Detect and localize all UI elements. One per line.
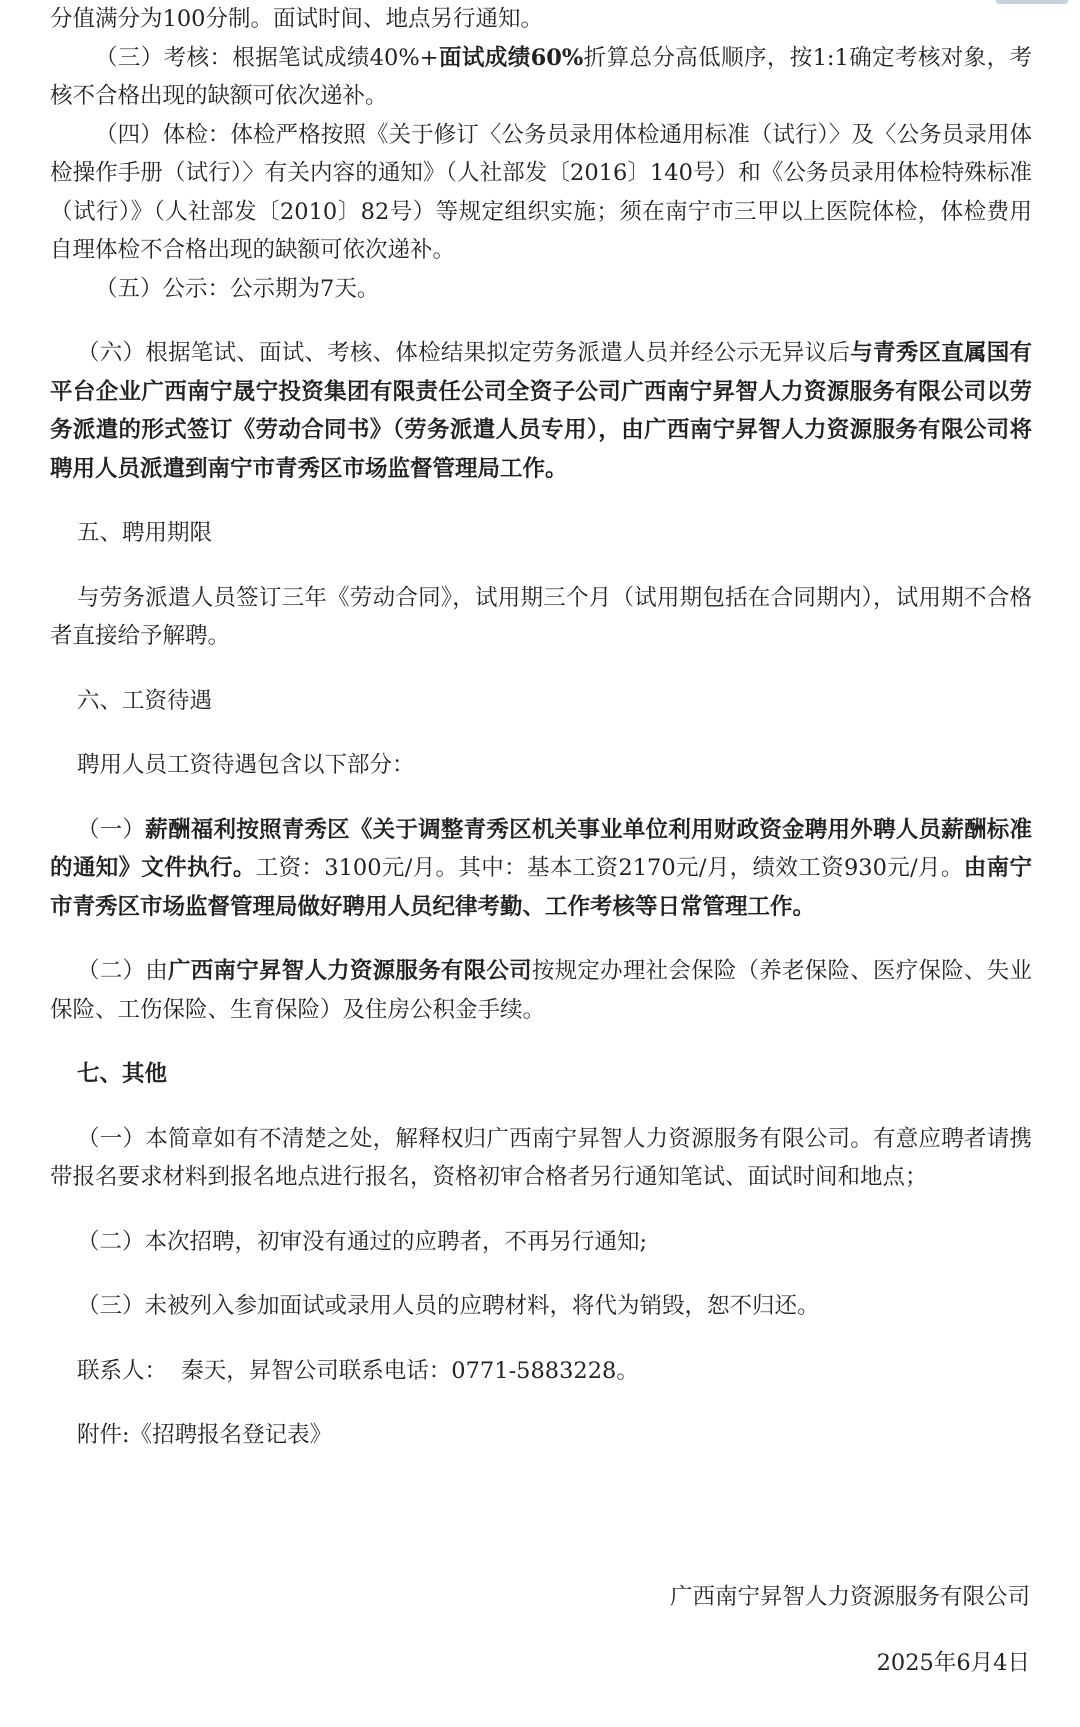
heading-other: 七、其他 bbox=[77, 1061, 168, 1087]
paragraph-contact: 联系人： 秦天，昇智公司联系电话：0771-5883228。 bbox=[77, 1357, 639, 1384]
salary-2-text-bold: 广西南宁昇智人力资源服务有限公司 bbox=[167, 958, 532, 984]
paragraph-attachment: 附件:《招聘报名登记表》 bbox=[77, 1422, 333, 1448]
paragraph-contract-sign bbox=[50, 334, 1032, 488]
assessment-text-bold: 面试成绩60% bbox=[438, 44, 584, 71]
heading-salary: 六、工资待遇 bbox=[77, 687, 213, 714]
signature-organization: 广西南宁昇智人力资源服务有限公司 bbox=[669, 1584, 1030, 1610]
assessment-text-c: 折算总分高低顺序，按1:1确定考核对象，考核不合格出现的缺额可依次递补。 bbox=[50, 44, 1032, 109]
paragraph-employment-term: 与劳务派遣人员签订三年《劳动合同》，试用期三个月（试用期包括在合同期内），试用期不合格者直接给予解聘。 bbox=[50, 584, 1032, 649]
salary-2-text-c: 按规定办理社会保险（养老保险、医疗保险、失业保险、工伤保险、生育保险）及住房公积金手续。 bbox=[50, 958, 1032, 1023]
contract-sign-text-bold: 与青秀区直属国有平台企业广西南宁晟宁投资集团有限责任公司全资子公司广西南宁昇智人力资源服务有限公司以劳务派遣的形式签订《劳动合同书》（劳务派遣人员专用），由广西南宁昇智人力资源服务有限公司将聘用人员派遣到南宁市青秀区市场监督管理局工作。 bbox=[50, 340, 1032, 482]
paragraph-other-3: （三）未被列入参加面试或录用人员的应聘材料，将代为销毁，恕不归还。 bbox=[77, 1293, 820, 1319]
heading-employment-term: 五、聘用期限 bbox=[77, 520, 213, 546]
paragraph-publicity: （五）公示：公示期为7天。 bbox=[95, 275, 380, 302]
salary-1-text-c: 工资：3100元/月。其中：基本工资2170元/月，绩效工资930元/月。 bbox=[255, 855, 964, 881]
signature-date: 2025年6月4日 bbox=[876, 1650, 1030, 1676]
paragraph-salary-1 bbox=[50, 811, 1032, 927]
paragraph-other-1: （一）本简章如有不清楚之处，解释权归广西南宁昇智人力资源服务有限公司。有意应聘者请携带报名要求材料到报名地点进行报名，资格初审合格者另行通知笔试、面试时间和地点； bbox=[50, 1125, 1032, 1190]
contract-sign-text-a: （六）根据笔试、面试、考核、体检结果拟定劳务派遣人员并经公示无异议后 bbox=[77, 340, 851, 366]
paragraph-physical-exam: （四）体检：体检严格按照《关于修订〈公务员录用体检通用标准（试行）〉及〈公务员录用体检操作手册（试行）〉有关内容的通知》（人社部发〔2016〕140号）和《公务员录用体检特殊标准（试行）》（人社部发〔2010〕82号）等规定组织实施；须在南宁市三甲以上医院体检，体检费用自理体检不合格出现的缺额可依次递补。 bbox=[50, 121, 1032, 263]
salary-2-text-a: （二）由 bbox=[77, 958, 168, 984]
article-body bbox=[50, 0, 1032, 1455]
paragraph-interview-tail: 分值满分为100分制。面试时间、地点另行通知。 bbox=[50, 6, 543, 32]
assessment-text-a: （三）考核：根据笔试成绩40%+ bbox=[95, 44, 439, 71]
paragraph-salary-intro: 聘用人员工资待遇包含以下部分： bbox=[77, 752, 415, 778]
paragraph-assessment bbox=[50, 39, 1032, 116]
paragraph-other-2: （二）本次招聘，初审没有通过的应聘者，不再另行通知; bbox=[77, 1228, 648, 1255]
salary-1-text-bold-a: 薪酬福利按照青秀区《关于调整青秀区机关事业单位利用财政资金聘用外聘人员薪酬标准的通知》文件执行。 bbox=[50, 816, 1032, 881]
salary-1-text-bold-b: 由南宁市青秀区市场监督管理局做好聘用人员纪律考勤、工作考核等日常管理工作。 bbox=[50, 855, 1032, 920]
paragraph-salary-2 bbox=[50, 952, 1032, 1029]
salary-1-text-a: （一） bbox=[77, 816, 146, 843]
